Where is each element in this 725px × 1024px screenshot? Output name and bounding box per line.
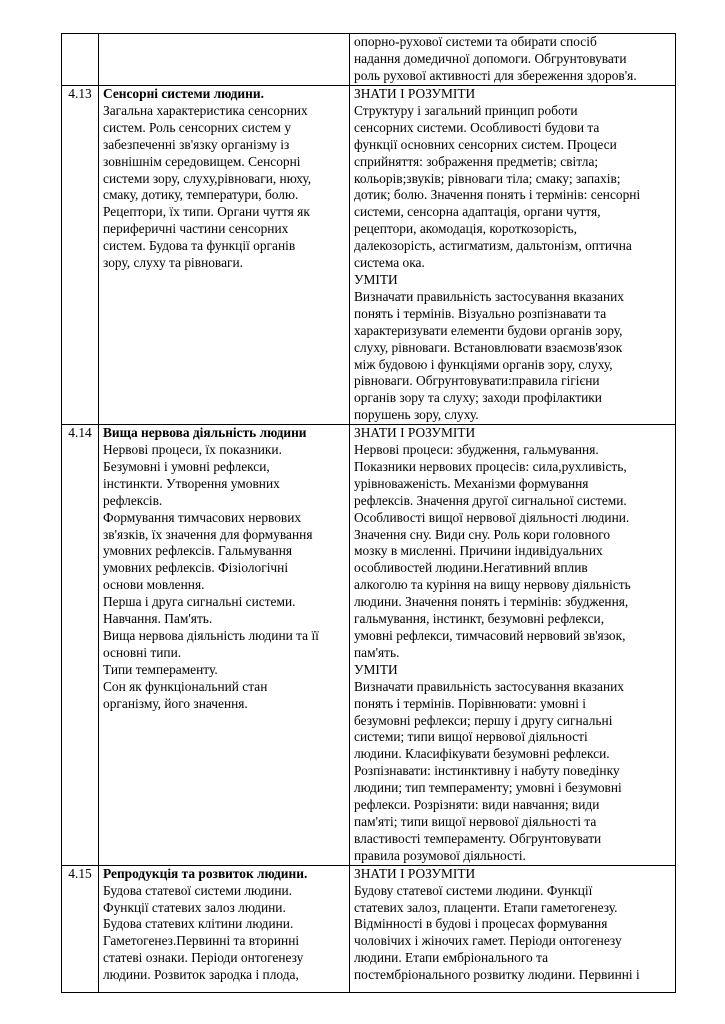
requirement-line: людини. Класифікувати безумовні рефлекси. <box>354 746 610 762</box>
requirement-line: органів зору та слуху; заходи профілактики <box>354 390 602 406</box>
requirement-line: умовні рефлекси, тимчасовий нервовий зв'язок, <box>354 628 626 643</box>
topic-line: Сон як функціональний стан <box>103 678 268 694</box>
topic-cell <box>99 425 350 866</box>
topic-line: забезпеченні зв'язку організму із <box>103 136 290 152</box>
requirement-line: Нервові процеси: збудження, гальмування. <box>354 442 599 458</box>
requirement-line: гальмування, інстинкт, безумовні рефлекси, <box>354 611 605 627</box>
requirement-line: понять і термінів. Візуально розпізнавати та <box>354 305 607 321</box>
requirement-line: опорно-рухової системи та обирати спосіб <box>354 34 597 49</box>
requirement-line: постембріонального розвитку людини. Первинні і <box>354 967 640 983</box>
topic-line: систем. Роль сенсорних систем у <box>103 119 292 135</box>
topic-line: Будова статевої системи людини. <box>103 882 292 898</box>
requirement-line: сенсорних системи. Особливості будови та <box>354 119 600 135</box>
requirements-cell <box>350 86 676 425</box>
requirement-line: людини. Значення понять і термінів: збудження, <box>354 594 629 610</box>
requirement-line: властивості темпераменту. Обгрунтовувати <box>354 830 602 846</box>
topic-line: систем. Будова та функції органів <box>103 238 296 254</box>
topic-line: умовних рефлексів. Фізіологічні <box>103 560 289 576</box>
table-row <box>62 86 676 425</box>
topic-cell <box>99 865 350 992</box>
requirement-line: системи; типи вищої нервової діяльності <box>354 729 588 745</box>
row-number <box>62 34 99 86</box>
topic-cell <box>99 86 350 425</box>
requirement-line: роль рухової активності для збереження здоров'я. <box>354 67 637 83</box>
requirement-line: мозку в мисленні. Причини індивідуальних <box>354 543 603 559</box>
topic-line: Будова статевих клітини людини. <box>103 916 294 932</box>
requirement-line: функції основних сенсорних систем. Процеси <box>354 136 617 152</box>
topic-line: Рецептори, їх типи. Органи чуття як <box>103 204 310 220</box>
requirement-line: чоловічих і жіночих гамет. Періоди онтогенезу <box>354 933 622 949</box>
requirement-line: УМІТИ <box>354 661 398 677</box>
requirements-cell <box>350 865 676 992</box>
topic-line: людини. Розвиток зародка і плода, <box>103 967 299 983</box>
table-row <box>62 425 676 866</box>
topic-line: організму, його значення. <box>103 695 248 711</box>
topic-line: Вища нервова діяльність людини та її <box>103 628 319 643</box>
topic-title: Вища нервова діяльність людини <box>103 425 307 441</box>
topic-line: Загальна характеристика сенсорних <box>103 102 308 118</box>
requirement-line: сприйняття: зображення предметів; світла; <box>354 153 599 169</box>
requirement-line: система ока. <box>354 255 425 271</box>
requirement-line: особливостей людини.Негативний вплив <box>354 560 588 576</box>
requirement-line: пам'яті; типи вищої нервової діяльності та <box>354 813 597 829</box>
requirement-line: Будову статевої системи людини. Функції <box>354 882 593 898</box>
requirement-line: ЗНАТИ І РОЗУМІТИ <box>354 865 476 881</box>
requirement-line: людини; тип темпераменту; умовні і безумовні <box>354 780 622 796</box>
requirement-line: статевих залоз, плаценти. Етапи гаметогенезу. <box>354 899 618 915</box>
row-number: 4.15 <box>62 865 99 992</box>
topic-title: Сенсорні системи людини. <box>103 86 264 101</box>
requirement-line: слуху, рівноваги. Встановлювати взаємозв'язок <box>354 339 623 355</box>
requirement-line: ЗНАТИ І РОЗУМІТИ <box>354 86 476 101</box>
requirement-line: рефлексів. Значення другої сигнальної системи. <box>354 492 627 508</box>
requirement-line: далекозорість, астигматизм, дальтонізм, оптична <box>354 238 632 254</box>
requirement-line: між будовою і функціями органів зору, слуху, <box>354 356 613 372</box>
table-row <box>62 865 676 992</box>
topic-line: зору, слуху та рівноваги. <box>103 255 244 271</box>
topic-cell <box>99 34 350 86</box>
topic-line: Типи темпераменту. <box>103 661 218 677</box>
requirement-line: характеризувати елементи будови органів зору, <box>354 322 623 338</box>
topic-line: системи зору, слуху,рівноваги, нюху, <box>103 170 312 186</box>
topic-content <box>103 103 345 272</box>
requirement-line: рівноваги. Обгрунтовувати:правила гігієни <box>354 373 600 389</box>
requirements-cell <box>350 34 676 86</box>
topic-line: зовнішнім середовищем. Сенсорні <box>103 153 301 169</box>
topic-line: умовних рефлексів. Гальмування <box>103 543 293 559</box>
topic-content <box>103 883 345 984</box>
topic-line: Навчання. Пам'ять. <box>103 611 213 627</box>
requirement-line: дотик; болю. Значення понять і термінів: сенсорні <box>354 187 641 203</box>
requirement-line: безумовні рефлекси; першу і другу сигнальні <box>354 712 613 728</box>
requirement-line: кольорів;звуків; рівноваги тіла; смаку; запахів; <box>354 170 621 186</box>
requirement-line: УМІТИ <box>354 271 398 287</box>
curriculum-table <box>61 33 676 993</box>
row-number: 4.14 <box>62 425 99 866</box>
requirement-line: Значення сну. Види сну. Роль кори головного <box>354 526 611 542</box>
topic-line: інстинкти. Утворення умовних <box>103 475 280 491</box>
topic-line: рефлексів. <box>103 492 163 508</box>
requirement-line: Розпізнавати: інстинктивну і набуту поведінку <box>354 763 620 779</box>
requirement-line: Відмінності в будові і процесах формування <box>354 916 608 932</box>
requirement-line: понять і термінів. Порівнювати: умовні і <box>354 695 587 711</box>
requirement-line: урівноваженість. Механізми формування <box>354 475 589 491</box>
topic-line: Функції статевих залоз людини. <box>103 899 286 915</box>
row-number: 4.13 <box>62 86 99 425</box>
topic-line: статеві ознаки. Періоди онтогенезу <box>103 950 304 966</box>
requirement-line: людини. Етапи ембріонального та <box>354 950 549 966</box>
requirement-line: Визначати правильність застосування вказаних <box>354 288 624 304</box>
requirements-content <box>354 34 671 85</box>
table-row <box>62 34 676 86</box>
topic-line: зв'язків, їх значення для формування <box>103 526 313 542</box>
requirement-line: алкоголю та куріння на вищу нервову діяльність <box>354 577 631 593</box>
requirement-line: Особливості вищої нервової діяльності людини. <box>354 509 630 525</box>
topic-line: основні типи. <box>103 644 182 660</box>
requirement-line: рецептори, акомодація, короткозорість, <box>354 221 578 237</box>
table-body <box>62 34 676 993</box>
topic-line: Безумовні і умовні рефлекси, <box>103 458 270 474</box>
requirements-content <box>354 425 671 865</box>
topic-line: периферичні частини сенсорних <box>103 221 289 237</box>
requirement-line: рефлекси. Розрізняти: види навчання; види <box>354 797 600 813</box>
topic-line: Нервові процеси, їх показники. <box>103 442 282 458</box>
topic-line: Формування тимчасових нервових <box>103 509 302 525</box>
requirement-line: пам'ять. <box>354 644 400 660</box>
topic-line: Перша і друга сигнальні системи. <box>103 594 296 610</box>
requirements-content <box>354 86 671 424</box>
requirements-content <box>354 866 671 984</box>
topic-line: смаку, дотику, температури, болю. <box>103 187 299 203</box>
requirement-line: Визначати правильність застосування вказаних <box>354 678 624 694</box>
requirement-line: системи, сенсорна адаптація, органи чуття, <box>354 204 601 220</box>
topic-line: Гаметогенез.Первинні та вторинні <box>103 933 300 949</box>
requirement-line: надання домедичної допомоги. Обгрунтовувати <box>354 50 627 66</box>
requirement-line: правила розумової діяльності. <box>354 847 526 863</box>
requirement-line: ЗНАТИ І РОЗУМІТИ <box>354 425 476 441</box>
topic-content <box>103 442 345 713</box>
requirement-line: Показники нервових процесів: сила,рухливість, <box>354 458 627 474</box>
requirements-cell <box>350 425 676 866</box>
topic-title: Репродукція та розвиток людини. <box>103 865 308 881</box>
topic-line: основи мовлення. <box>103 577 205 593</box>
requirement-line: Структуру і загальний принцип роботи <box>354 102 578 118</box>
requirement-line: порушень зору, слуху. <box>354 407 479 423</box>
